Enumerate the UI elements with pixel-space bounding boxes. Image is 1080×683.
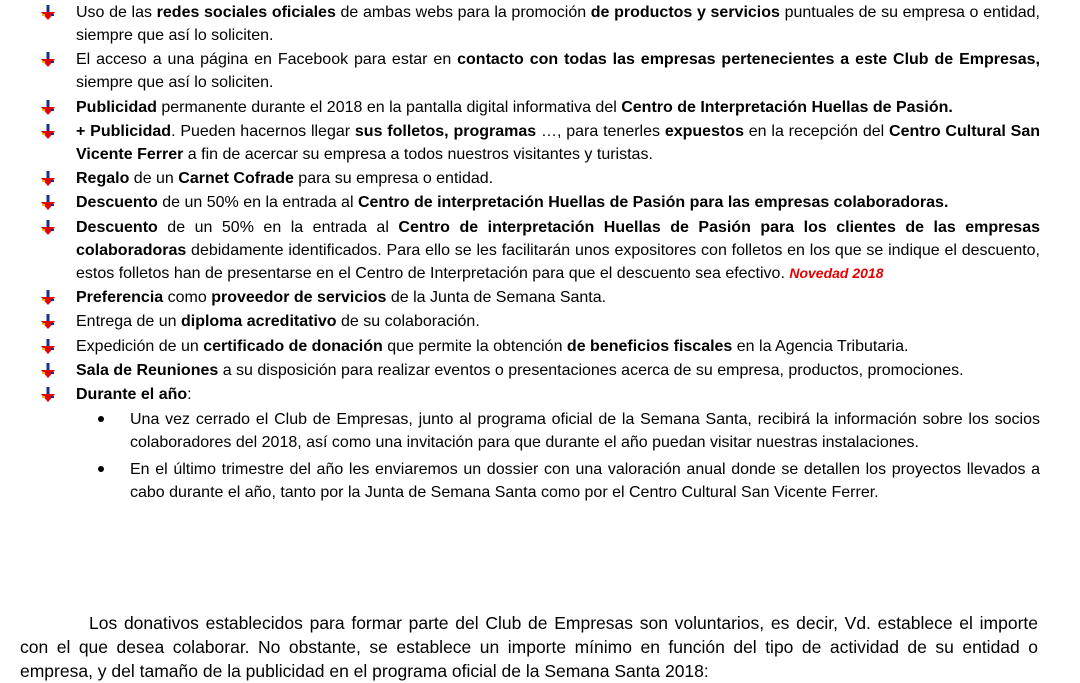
benefit-item	[40, 96, 1040, 119]
bold-text: Sala de Reuniones	[76, 361, 219, 379]
arrow-down-bullet-icon	[40, 387, 56, 403]
text-segment: de un	[129, 170, 179, 188]
benefit-item	[40, 191, 1040, 214]
text-segment: permanente durante el 2018 en la pantalla digital informativa del	[156, 98, 622, 116]
bold-text: Regalo	[76, 170, 130, 188]
arrow-down-bullet-icon	[40, 52, 56, 68]
text-segment: para su empresa o entidad.	[293, 170, 494, 188]
benefit-item	[40, 286, 1040, 309]
sub-list	[40, 408, 1040, 504]
benefit-item	[40, 216, 1040, 285]
bold-text: de beneficios fiscales	[566, 337, 733, 355]
bold-text: diploma acreditativo	[180, 313, 337, 331]
filled-circle-bullet-icon	[98, 466, 104, 472]
text-segment: El acceso a una página en Facebook para estar en	[76, 51, 458, 69]
benefit-item	[40, 335, 1040, 358]
arrow-down-bullet-icon	[40, 220, 56, 236]
benefit-item	[40, 359, 1040, 382]
sub-list-item	[40, 408, 1040, 454]
benefits-list	[40, 0, 1040, 508]
text-segment: puntuales de su empresa o entidad, siempre que así lo soliciten.	[76, 4, 1041, 44]
benefit-item	[40, 1, 1040, 47]
bold-text: + Publicidad	[76, 122, 172, 140]
bold-text: Descuento	[76, 218, 158, 236]
bold-text: Preferencia	[76, 289, 164, 307]
text-segment: Entrega de un	[76, 313, 181, 331]
text-segment: a fin de acercar su empresa a todos nuestros visitantes y turistas.	[183, 145, 653, 163]
bold-text: Carnet Cofrade	[178, 170, 294, 188]
text-segment: de la Junta de Semana Santa.	[386, 289, 607, 307]
benefit-item	[40, 383, 1040, 406]
text-segment: de su colaboración.	[336, 313, 480, 331]
bold-text: Centro de interpretación Huellas de Pasión para los clientes de las empresas colaboradoras	[76, 218, 1040, 259]
arrow-down-bullet-icon	[40, 100, 56, 116]
text-segment: como	[163, 289, 212, 307]
text-segment: de un 50% en la entrada al	[157, 218, 399, 236]
sub-list-text: En el último trimestre del año les enviaremos un dossier con una valoración anual donde se detallen los proyectos llevados a cabo durante el año, tanto por la Junta de Semana Santa como por el Centro Cultural San Vicente Ferrer.	[130, 460, 1040, 501]
arrow-down-bullet-icon	[40, 124, 56, 140]
filled-circle-bullet-icon	[98, 416, 104, 422]
text-segment: siempre que así lo soliciten.	[76, 74, 274, 92]
bold-text: expuestos	[664, 122, 744, 140]
bold-text: Durante el año	[76, 386, 188, 404]
bold-text: proveedor de servicios	[211, 289, 387, 307]
closing-paragraph: Los donativos establecidos para formar parte del Club de Empresas son voluntarios, es decir, Vd. establece el importe con el que desea colaborar. No obstante, se establece un importe mínimo en función del tipo de actividad de su entidad o empresa, y del tamaño de la publicidad en el programa oficial de la Semana Santa 2018:	[20, 612, 1038, 681]
bold-text: Publicidad	[76, 98, 157, 116]
arrow-down-bullet-icon	[40, 339, 56, 355]
text-segment: de un 50% en la entrada al	[157, 194, 358, 212]
arrow-down-bullet-icon	[40, 171, 56, 187]
text-segment: :	[187, 386, 192, 404]
text-segment: en la Agencia Tributaria.	[732, 337, 909, 355]
bold-text: Centro Cultural San Vicente Ferrer	[76, 122, 1041, 163]
bold-text: sus folletos, programas	[354, 122, 537, 140]
bold-text: Centro de Interpretación Huellas de Pasión.	[621, 98, 953, 116]
bold-text: Descuento	[76, 194, 158, 212]
bold-text: de productos y servicios	[590, 4, 780, 21]
text-segment: Expedición de un	[76, 337, 204, 355]
text-segment: a su disposición para realizar eventos o presentaciones acerca de su empresa, productos, promociones.	[218, 361, 964, 379]
text-segment: de ambas webs para la promoción	[335, 4, 591, 21]
text-segment: en la recepción del	[743, 122, 890, 140]
text-segment: . Pueden hacernos llegar	[171, 122, 355, 140]
text-segment: Uso de las	[76, 4, 157, 21]
arrow-down-bullet-icon	[40, 363, 56, 379]
bold-text: contacto con todas las empresas pertenecientes a este Club de Empresas,	[457, 51, 1040, 69]
text-segment: …, para tenerles	[536, 122, 665, 140]
arrow-down-bullet-icon	[40, 195, 56, 211]
novedad-label: Novedad 2018	[789, 264, 884, 281]
benefit-item	[40, 167, 1040, 190]
benefit-item	[40, 48, 1040, 94]
bold-text: certificado de donación	[203, 337, 383, 355]
benefit-item	[40, 310, 1040, 333]
bold-text: redes sociales oficiales	[156, 4, 336, 21]
benefit-item	[40, 120, 1040, 166]
arrow-down-bullet-icon	[40, 5, 56, 21]
arrow-down-bullet-icon	[40, 290, 56, 306]
bold-text: Centro de interpretación Huellas de Pasión para las empresas colaboradoras.	[357, 194, 949, 212]
text-segment: que permite la obtención	[382, 337, 567, 355]
sub-list-text: Una vez cerrado el Club de Empresas, junto al programa oficial de la Semana Santa, recibirá la información sobre los socios colaboradores del 2018, así como una invitación para que durante el año puedan visitar nuestras instalaciones.	[130, 410, 1040, 451]
sub-list-item	[40, 458, 1040, 504]
text-segment: debidamente identificados. Para ello se les facilitarán unos expositores con folletos en los que se indique el descuento, estos folletos han de presentarse en el Centro de Interpretación para que el descuento sea efectivo.	[76, 241, 1040, 282]
arrow-down-bullet-icon	[40, 314, 56, 330]
